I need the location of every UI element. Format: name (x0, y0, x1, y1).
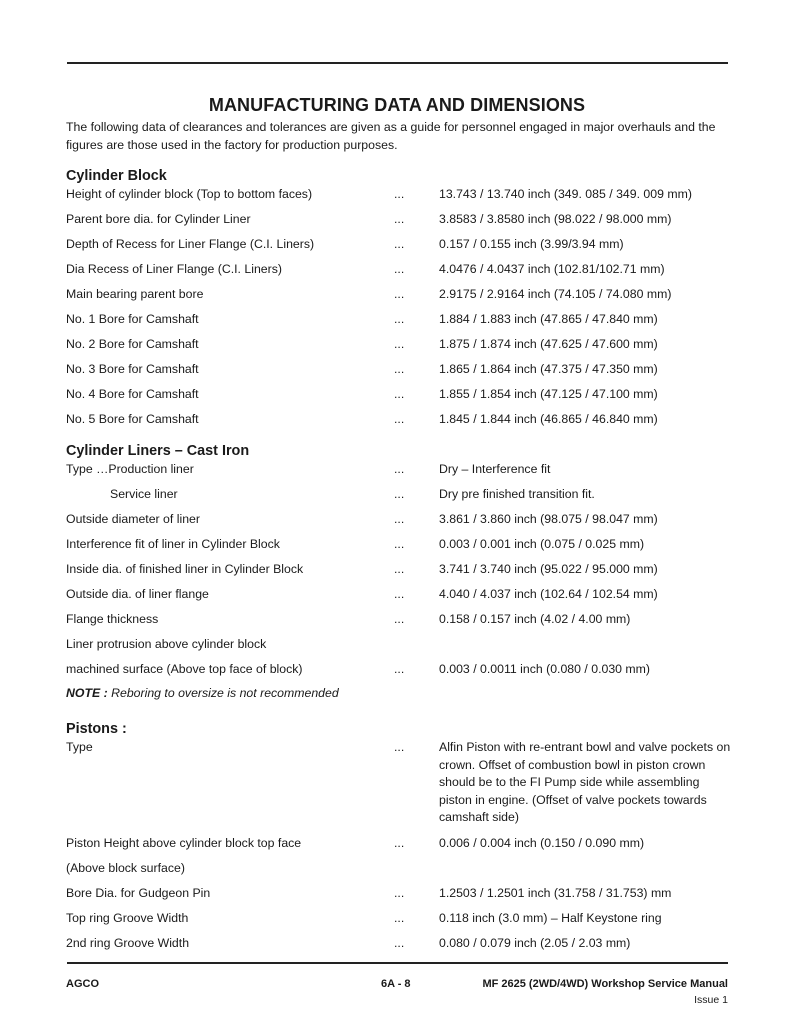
footer-issue: Issue 1 (694, 994, 728, 1006)
spec-label: Inside dia. of finished liner in Cylinder Block (66, 562, 304, 576)
leader-dots: ... (394, 911, 405, 925)
note (66, 686, 339, 700)
spec-value: 3.741 / 3.740 inch (95.022 / 95.000 mm) (439, 562, 658, 576)
spec-value: 0.157 / 0.155 inch (3.99/3.94 mm) (439, 237, 624, 251)
leader-dots: ... (394, 740, 405, 754)
intro-paragraph: The following data of clearances and tolerances are given as a guide for personnel engaged in major overhauls and the figures are those used in the factory for production purposes. (66, 120, 716, 152)
spec-value: 1.865 / 1.864 inch (47.375 / 47.350 mm) (439, 362, 658, 376)
spec-value: 3.8583 / 3.8580 inch (98.022 / 98.000 mm) (439, 212, 672, 226)
spec-value: 4.0476 / 4.0437 inch (102.81/102.71 mm) (439, 262, 665, 276)
spec-label: Service liner (110, 487, 178, 501)
leader-dots: ... (394, 387, 405, 401)
spec-value: 0.080 / 0.079 inch (2.05 / 2.03 mm) (439, 936, 631, 950)
top-rule (67, 62, 728, 64)
note-text: Reboring to oversize is not recommended (111, 686, 339, 700)
leader-dots: ... (394, 312, 405, 326)
spec-label: Depth of Recess for Liner Flange (C.I. Liners) (66, 237, 315, 251)
leader-dots: ... (394, 262, 405, 276)
spec-label: Height of cylinder block (Top to bottom faces) (66, 187, 313, 201)
spec-label: No. 3 Bore for Camshaft (66, 362, 199, 376)
leader-dots: ... (394, 512, 405, 526)
spec-value: 1.2503 / 1.2501 inch (31.758 / 31.753) mm (439, 886, 672, 900)
leader-dots: ... (394, 487, 405, 501)
spec-label: Outside diameter of liner (66, 512, 200, 526)
footer-brand: AGCO (66, 978, 99, 990)
section-heading-cylinder-liners: Cylinder Liners – Cast Iron (66, 443, 250, 459)
section-heading-pistons: Pistons : (66, 721, 127, 737)
spec-label: Bore Dia. for Gudgeon Pin (66, 886, 211, 900)
spec-label: No. 1 Bore for Camshaft (66, 312, 199, 326)
spec-label: No. 4 Bore for Camshaft (66, 387, 199, 401)
spec-label: Interference fit of liner in Cylinder Block (66, 537, 280, 551)
leader-dots: ... (394, 212, 405, 226)
spec-label: Type (66, 740, 93, 754)
spec-label: Outside dia. of liner flange (66, 587, 209, 601)
spec-value: 0.003 / 0.0011 inch (0.080 / 0.030 mm) (439, 662, 650, 676)
leader-dots: ... (394, 662, 405, 676)
spec-value: 13.743 / 13.740 inch (349. 085 / 349. 009 mm) (439, 187, 692, 201)
spec-label: No. 5 Bore for Camshaft (66, 412, 199, 426)
spec-value: 1.855 / 1.854 inch (47.125 / 47.100 mm) (439, 387, 658, 401)
spec-label: Parent bore dia. for Cylinder Liner (66, 212, 251, 226)
page-title: MANUFACTURING DATA AND DIMENSIONS (208, 95, 586, 115)
spec-value: 1.884 / 1.883 inch (47.865 / 47.840 mm) (439, 312, 658, 326)
spec-value: 2.9175 / 2.9164 inch (74.105 / 74.080 mm) (439, 287, 672, 301)
spec-value: 0.003 / 0.001 inch (0.075 / 0.025 mm) (439, 537, 645, 551)
spec-value: Dry pre finished transition fit. (439, 487, 595, 501)
spec-value: Dry – Interference fit (439, 462, 551, 476)
spec-label: Type …Production liner (66, 462, 194, 476)
leader-dots: ... (394, 362, 405, 376)
spec-value: 0.158 / 0.157 inch (4.02 / 4.00 mm) (439, 612, 631, 626)
spec-value: 0.118 inch (3.0 mm) – Half Keystone ring (439, 911, 662, 925)
spec-label: Dia Recess of Liner Flange (C.I. Liners) (66, 262, 282, 276)
note-label: NOTE : (66, 686, 108, 700)
leader-dots: ... (394, 337, 405, 351)
leader-dots: ... (394, 537, 405, 551)
leader-dots: ... (394, 587, 405, 601)
spec-value: Alfin Piston with re-entrant bowl and valve pockets on crown. Offset of combustion bowl in piston crown should be to the FI Pump side while assembling piston in engine. (Offset of valve pockets towards camshaft side) (439, 740, 731, 824)
bottom-rule (67, 962, 728, 964)
footer-manual-title: MF 2625 (2WD/4WD) Workshop Service Manual (482, 978, 728, 990)
leader-dots: ... (394, 237, 405, 251)
spec-label: 2nd ring Groove Width (66, 936, 190, 950)
spec-label: Piston Height above cylinder block top face (66, 836, 302, 850)
spec-value: 0.006 / 0.004 inch (0.150 / 0.090 mm) (439, 836, 645, 850)
leader-dots: ... (394, 612, 405, 626)
spec-label: No. 2 Bore for Camshaft (66, 337, 199, 351)
spec-label: (Above block surface) (66, 861, 185, 875)
spec-label: Liner protrusion above cylinder block (66, 637, 267, 651)
leader-dots: ... (394, 836, 405, 850)
section-heading-cylinder-block: Cylinder Block (66, 168, 167, 184)
spec-label: Top ring Groove Width (66, 911, 189, 925)
leader-dots: ... (394, 287, 405, 301)
footer-page-number: 6A - 8 (381, 978, 411, 990)
spec-value: 4.040 / 4.037 inch (102.64 / 102.54 mm) (439, 587, 658, 601)
leader-dots: ... (394, 886, 405, 900)
leader-dots: ... (394, 412, 405, 426)
spec-label: Main bearing parent bore (66, 287, 204, 301)
spec-value: 3.861 / 3.860 inch (98.075 / 98.047 mm) (439, 512, 658, 526)
spec-value: 1.845 / 1.844 inch (46.865 / 46.840 mm) (439, 412, 658, 426)
leader-dots: ... (394, 462, 405, 476)
spec-label: machined surface (Above top face of block) (66, 662, 303, 676)
leader-dots: ... (394, 562, 405, 576)
leader-dots: ... (394, 187, 405, 201)
spec-label: Flange thickness (66, 612, 159, 626)
leader-dots: ... (394, 936, 405, 950)
spec-value: 1.875 / 1.874 inch (47.625 / 47.600 mm) (439, 337, 658, 351)
